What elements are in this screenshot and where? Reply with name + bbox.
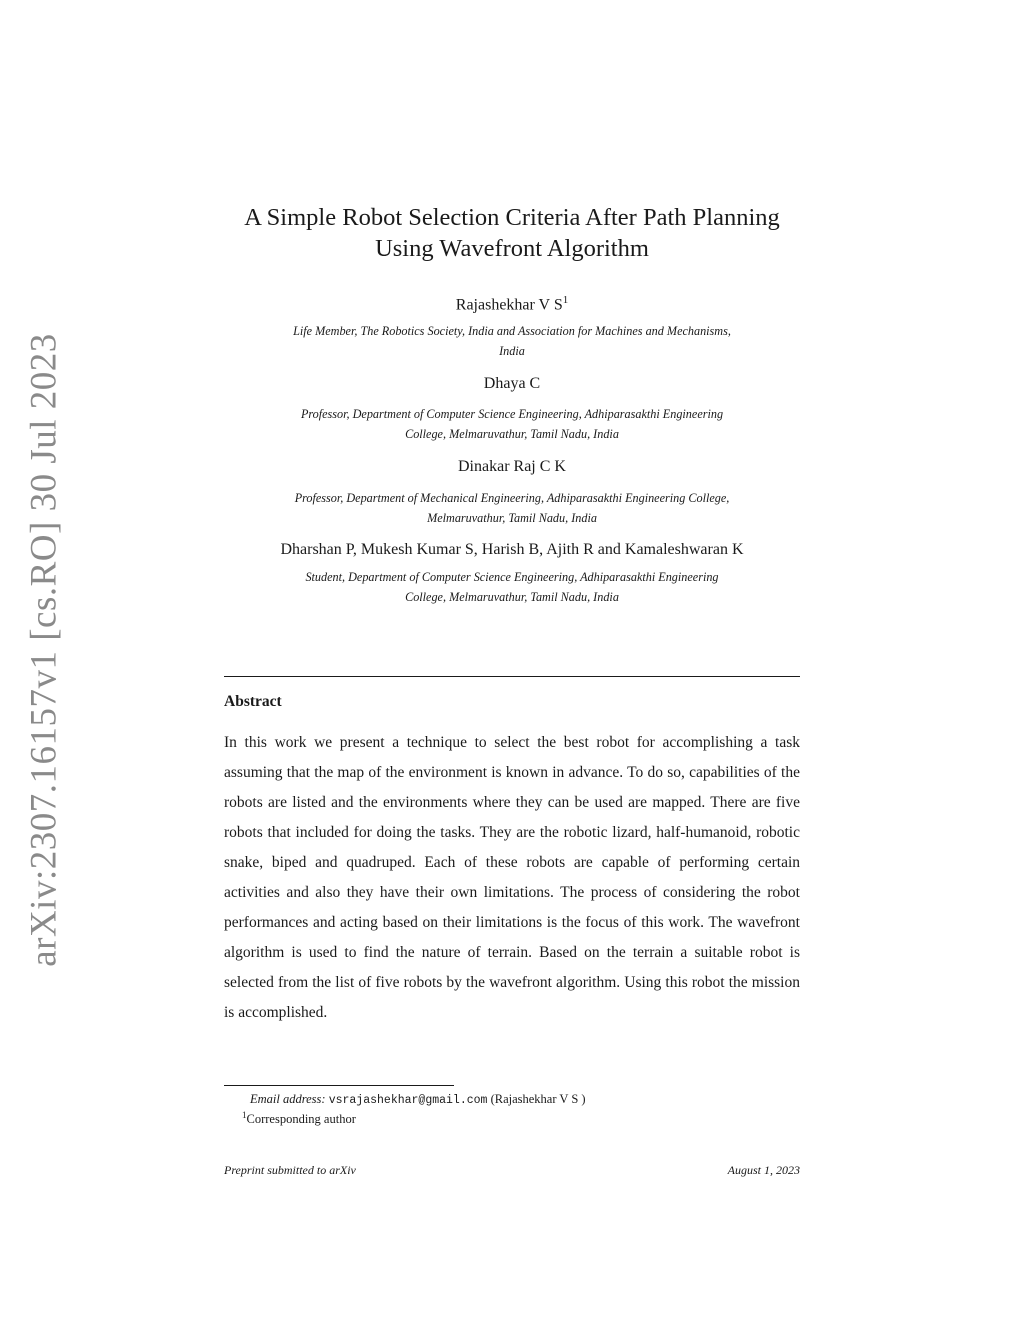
abstract-text: In this work we present a technique to select the best robot for accomplishing a task assuming that the map of the environment is known in advance. To do so, capabilities of the robots are listed and the environments where they can be used are mapped. There are five robots that included for doing the tasks. They are the robotic lizard, half-humanoid, robotic snake, biped and quadruped. Each of these robots are capable of performing certain activities and also they have their own limitations. The process of considering the robot performances and acting based on their limitations is the focus of this work. The wavefront algorithm is used to find the nature of terrain. Based on the terrain a suitable robot is selected from the list of five robots by the wavefront algorithm. Using this robot the mission is accomplished. — [224, 734, 800, 1021]
footer-preprint: Preprint submitted to arXiv — [224, 1163, 356, 1177]
affiliation-4 — [224, 567, 800, 607]
affiliation-3 — [224, 488, 800, 528]
affiliation-1-line-2: India — [499, 344, 525, 358]
email-address[interactable]: vsrajashekhar@gmail.com — [328, 1094, 488, 1107]
abstract-top-rule — [224, 676, 800, 677]
corresponding-sup: 1 — [242, 1110, 247, 1120]
author-2: Dhaya C — [483, 375, 541, 392]
author-1-name: Rajashekhar V S — [455, 296, 563, 314]
affiliation-2 — [224, 404, 800, 444]
affiliation-3-line-2: Melmaruvathur, Tamil Nadu, India — [427, 511, 597, 525]
footer-date: August 1, 2023 — [727, 1163, 800, 1177]
affiliation-3-line-1: Professor, Department of Mechanical Engineering, Adhiparasakthi Engineering College, — [294, 491, 730, 505]
abstract-heading: Abstract — [224, 693, 282, 710]
affiliation-2-line-1: Professor, Department of Computer Science Engineering, Adhiparasakthi Engineering — [300, 407, 724, 421]
author-1-sup: 1 — [562, 294, 569, 306]
corresponding-text: Corresponding author — [246, 1112, 356, 1127]
affiliation-4-line-1: Student, Department of Computer Science Engineering, Adhiparasakthi Engineering — [305, 570, 719, 584]
author-1 — [224, 290, 800, 315]
arxiv-watermark: arXiv:2307.16157v1 [cs.RO] 30 Jul 2023 — [23, 333, 65, 967]
email-owner: (Rajashekhar V S ) — [490, 1092, 586, 1106]
author-4: Dharshan P, Mukesh Kumar S, Harish B, Ajith R and Kamaleshwaran K — [280, 541, 744, 558]
author-3: Dinakar Raj C K — [458, 458, 566, 475]
affiliation-4-line-2: College, Melmaruvathur, Tamil Nadu, India — [405, 590, 619, 604]
title-line-2: Using Wavefront Algorithm — [375, 235, 649, 262]
affiliation-2-line-2: College, Melmaruvathur, Tamil Nadu, India — [405, 427, 619, 441]
title-line-1: A Simple Robot Selection Criteria After Path Planning — [244, 204, 780, 231]
email-label: Email address: — [250, 1092, 326, 1106]
affiliation-1 — [224, 321, 800, 361]
paper-title — [224, 202, 800, 264]
affiliation-1-line-1: Life Member, The Robotics Society, India and Association for Machines and Mechanisms, — [293, 324, 731, 338]
footnote-corresponding — [224, 1107, 800, 1127]
footnote-rule — [224, 1085, 454, 1086]
